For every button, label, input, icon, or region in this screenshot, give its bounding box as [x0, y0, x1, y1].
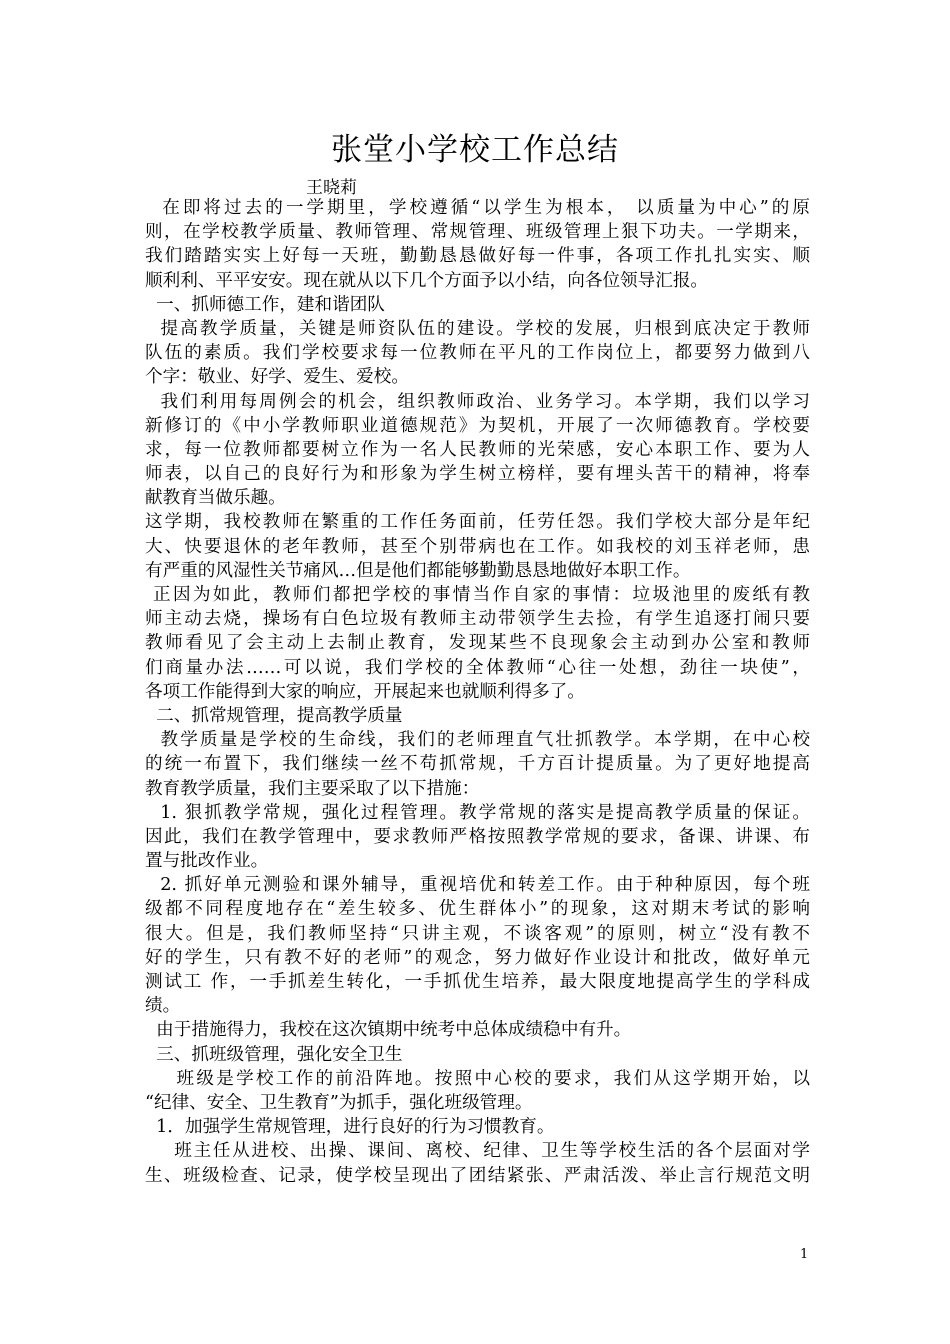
- body-line: 一、抓师德工作，建和谐团队: [145, 294, 385, 315]
- body-line: 好的学生，只有教不好的老师”的观念，努力做好作业设计和批改，做好单元: [145, 947, 810, 968]
- document-author: 王晓莉: [306, 178, 357, 198]
- body-line: 大、快要退休的老年教师，甚至个别带病也在工作。如我校的刘玉祥老师，患: [145, 536, 810, 557]
- body-line: 二、抓常规管理，提高教学质量: [145, 705, 403, 726]
- body-line: “纪律、安全、卫生教育”为抓手，强化班级管理。: [145, 1092, 533, 1113]
- body-line: 新修订的《中小学教师职业道德规范》为契机，开展了一次师德教育。学校要: [145, 415, 810, 436]
- body-line: 教师看见了会主动上去制止教育，发现某些不良现象会主动到办公室和教师: [145, 633, 810, 654]
- body-line: 1．加强学生常规管理，进行良好的行为习惯教育。: [145, 1117, 555, 1138]
- body-line: 献教育当做乐趣。: [145, 488, 286, 509]
- body-line: 队伍的素质。我们学校要求每一位教师在平凡的工作岗位上，都要努力做到八: [145, 343, 810, 364]
- body-line: 师表，以自己的良好行为和形象为学生树立榜样，要有埋头苦干的精神，将奉: [145, 464, 810, 485]
- body-line: 我们踏踏实实上好每一天班，勤勤恳恳做好每一件事，各项工作扎扎实实、顺: [145, 246, 810, 267]
- document-body: [145, 196, 810, 1188]
- body-line: 师主动去烧，操场有白色垃圾有教师主动带领学生去捡，有学生追逐打闹只要: [145, 609, 810, 630]
- body-line: 的统一布置下，我们继续一丝不苟抓常规，千方百计提质量。为了更好地提高: [145, 754, 810, 775]
- body-line: 这学期，我校教师在繁重的工作任务面前，任劳任怨。我们学校大部分是年纪: [145, 512, 810, 533]
- body-line: 很大。但是，我们教师坚持“只讲主观，不谈客观”的原则，树立“没有教不: [145, 923, 810, 944]
- body-line: 在即将过去的一学期里，学校遵循“以学生为根本， 以质量为中心”的原: [145, 198, 810, 218]
- body-line: 三、抓班级管理，强化安全卫生: [145, 1044, 403, 1065]
- body-line: 班级是学校工作的前沿阵地。按照中心校的要求，我们从这学期开始，以: [145, 1068, 810, 1089]
- body-line: 有严重的风湿性关节痛风…但是他们都能够勤勤恳恳地做好本职工作。: [145, 560, 691, 581]
- body-line: 教学质量是学校的生命线，我们的老师理直气壮抓教学。本学期，在中心校: [145, 730, 810, 751]
- body-line: 们商量办法……可以说，我们学校的全体教师“心往一处想，劲往一块使”，: [145, 657, 810, 678]
- body-line: 生、班级检查、记录，使学校呈现出了团结紧张、严肃活泼、举止言行规范文明: [145, 1165, 810, 1186]
- body-line: 测试工 作，一手抓差生转化，一手抓优生培养，最大限度地提高学生的学科成: [145, 972, 810, 992]
- body-line: 1. 狠抓教学常规，强化过程管理。教学常规的落实是提高教学质量的保证。: [145, 802, 810, 823]
- document-title: 张堂小学校工作总结: [331, 132, 619, 168]
- body-line: 正因为如此，教师们都把学校的事情当作自家的事情：垃圾池里的废纸有教: [145, 585, 810, 605]
- body-line: 2. 抓好单元测验和课外辅导，重视培优和转差工作。由于种种原因，每个班: [145, 875, 810, 896]
- body-line: 置与批改作业。: [145, 851, 269, 872]
- body-line: 由于措施得力，我校在这次镇期中统考中总体成绩稳中有升。: [145, 1020, 632, 1041]
- body-line: 绩。: [145, 996, 181, 1017]
- body-line: 则，在学校教学质量、教师管理、常规管理、班级管理上狠下功夫。一学期来，: [145, 222, 810, 243]
- body-line: 提高教学质量，关键是师资队伍的建设。学校的发展，归根到底决定于教师: [145, 318, 810, 339]
- body-line: 个字：敬业、好学、爱生、爱校。: [145, 367, 409, 388]
- body-line: 我们利用每周例会的机会，组织教师政治、业务学习。本学期，我们以学习: [145, 391, 810, 412]
- body-line: 求，每一位教师都要树立作为一名人民教师的光荣感，安心本职工作、要为人: [145, 439, 810, 460]
- body-line: 顺利利、平平安安。现在就从以下几个方面予以小结，向各位领导汇报。: [145, 270, 709, 291]
- body-line: 因此，我们在教学管理中，要求教师严格按照教学常规的要求，备课、讲课、布: [145, 826, 810, 847]
- body-line: 各项工作能得到大家的响应，开展起来也就顺利得多了。: [145, 681, 585, 702]
- page-number: 1: [800, 1247, 809, 1262]
- body-line: 教育教学质量，我们主要采取了以下措施：: [145, 778, 480, 799]
- body-line: 级都不同程度地存在“差生较多、优生群体小”的现象，这对期末考试的影响: [145, 899, 810, 920]
- body-line: 班主任从进校、出操、课间、离校、纪律、卫生等学校生活的各个层面对学: [145, 1141, 810, 1162]
